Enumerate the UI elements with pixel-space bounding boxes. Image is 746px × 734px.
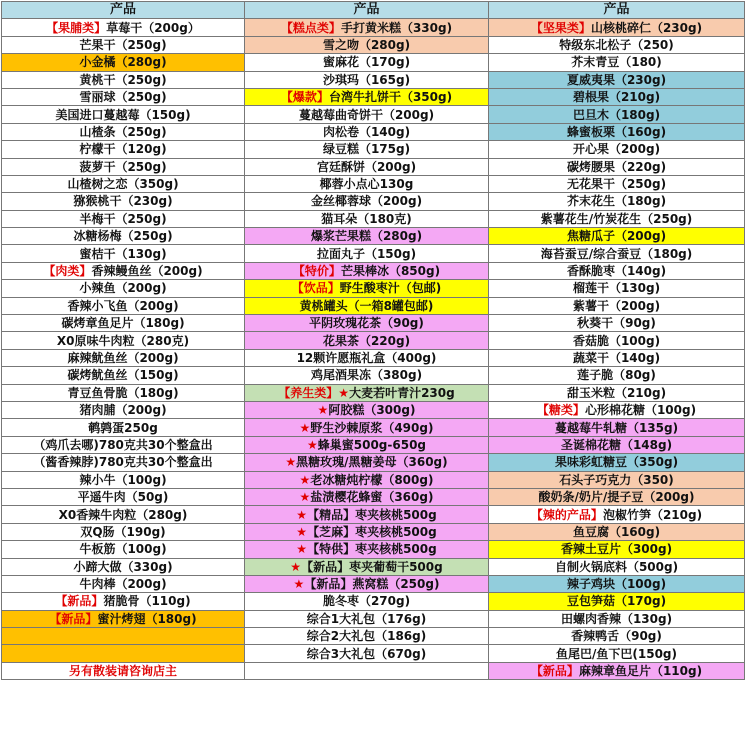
product-cell [245, 332, 489, 349]
product-name: 香辣小飞鱼（200g) [67, 298, 179, 313]
category-tag: ★ [296, 524, 308, 539]
product-name: 碳烤鱿鱼丝（150g) [67, 368, 179, 383]
footer-note: 另有散装请咨询店主 [68, 664, 177, 679]
product-name: 猪肉脯（200g) [79, 403, 167, 418]
product-name: 山楂树之恋（350g) [67, 177, 179, 192]
product-cell [2, 541, 245, 558]
product-name: 宫廷酥饼（200g) [316, 159, 417, 174]
product-name: 心形棉花糖（100g) [584, 403, 697, 418]
product-cell [245, 158, 489, 175]
product-name: 平遥牛肉（50g) [77, 490, 169, 505]
product-name: 芒果棒冰（850g) [340, 264, 441, 279]
product-name: 莲子脆（80g) [577, 368, 656, 383]
product-name: 香辣土豆片（300g) [560, 542, 673, 557]
product-name: 【新品】燕窝糕（250g) [304, 577, 440, 592]
table-row [2, 419, 745, 436]
product-name: 碳烤章鱼足片（180g) [61, 316, 185, 331]
category-tag: ★ [299, 420, 311, 435]
product-name: 无花果干（250g) [566, 177, 667, 192]
product-cell [2, 245, 245, 262]
product-cell [489, 315, 745, 332]
product-name: 田螺肉香辣（130g) [560, 611, 673, 626]
product-name: 海苔蚕豆/综合蚕豆（180g) [540, 246, 693, 261]
table-row [2, 332, 745, 349]
product-cell [489, 401, 745, 418]
product-cell [245, 488, 489, 505]
product-name: 雪丽球（250g) [79, 90, 167, 105]
product-cell [489, 541, 745, 558]
product-name: 秋葵干（90g) [577, 316, 656, 331]
table-row [2, 401, 745, 418]
table-row [2, 36, 745, 53]
product-cell [245, 541, 489, 558]
product-cell [489, 245, 745, 262]
product-cell [489, 280, 745, 297]
table-row [2, 506, 745, 523]
table-row [2, 367, 745, 384]
product-name: 麻辣鱿鱼丝（200g) [67, 351, 179, 365]
table-row [2, 210, 745, 227]
product-name: 柠檬干（120g) [79, 142, 167, 157]
product-cell [245, 106, 489, 123]
product-cell [245, 384, 489, 401]
table-row [2, 245, 745, 262]
table-row [2, 628, 745, 645]
product-cell [489, 419, 745, 436]
product-cell [2, 523, 245, 540]
table-row [2, 280, 745, 297]
product-cell [2, 210, 245, 227]
product-cell [2, 662, 245, 679]
product-cell [245, 54, 489, 71]
product-name: 【芝麻】枣夹核桃500g [307, 524, 437, 539]
product-name: 小蹄大做（330g) [73, 559, 173, 574]
product-cell [489, 88, 745, 105]
product-name: 平阴玫瑰花茶（90g) [309, 316, 424, 331]
product-name: 碧根果（210g) [572, 90, 661, 105]
table-row [2, 662, 745, 679]
product-cell [2, 88, 245, 105]
product-cell [489, 506, 745, 523]
table-row [2, 610, 745, 627]
table-row [2, 123, 745, 140]
product-name: 石头子巧克力（350) [559, 472, 674, 487]
product-name: 圣诞棉花糖（148g) [560, 437, 673, 452]
product-name: 辣子鸡块（100g) [566, 577, 667, 592]
product-name: 脆冬枣（270g) [322, 594, 411, 609]
product-name: 开心果（200g) [572, 142, 661, 157]
product-cell [245, 523, 489, 540]
product-cell [245, 471, 489, 488]
product-cell [245, 419, 489, 436]
product-name: 芥末花生（180g) [566, 194, 667, 209]
header-cell-1: 产品 [2, 2, 245, 19]
product-name: 鱼尾巴/鱼下巴(150g) [556, 646, 677, 661]
product-cell [2, 575, 245, 592]
table-row [2, 158, 745, 175]
table-row [2, 19, 745, 36]
product-cell [489, 54, 745, 71]
product-cell [489, 471, 745, 488]
product-name: 半梅干（250g) [79, 211, 167, 226]
product-cell [2, 419, 245, 436]
product-cell [2, 645, 245, 662]
table-row [2, 384, 745, 401]
product-name: 山楂条（250g) [79, 124, 167, 139]
product-cell [2, 628, 245, 645]
table-row [2, 297, 745, 314]
product-name: 双Q肠（190g) [80, 524, 166, 539]
product-name: 椰蓉小点心130g [319, 177, 414, 192]
product-name: 台湾牛扎饼干（350g) [328, 90, 453, 105]
product-cell [2, 175, 245, 192]
table-row [2, 106, 745, 123]
product-name: 小辣鱼（200g) [79, 281, 167, 296]
product-cell [245, 297, 489, 314]
product-cell [2, 123, 245, 140]
product-name: 麻辣章鱼足片（110g) [578, 664, 703, 679]
product-cell [2, 315, 245, 332]
product-name: 野生酸枣汁（包邮) [339, 281, 442, 296]
product-cell [245, 662, 489, 679]
product-cell [489, 454, 745, 471]
product-name: 山核桃碎仁（230g) [590, 20, 703, 35]
product-cell [245, 228, 489, 245]
product-cell [489, 158, 745, 175]
header-cell-3: 产品 [489, 2, 745, 19]
product-cell [489, 228, 745, 245]
product-name: 肉松卷（140g) [322, 124, 411, 139]
product-cell [2, 297, 245, 314]
product-cell [489, 123, 745, 140]
product-cell [2, 106, 245, 123]
product-name: 香酥脆枣（140g) [566, 264, 667, 279]
product-name: 花果茶（220g) [322, 333, 411, 348]
product-cell [245, 19, 489, 36]
product-name: 手打黄米糕（330g) [340, 20, 453, 35]
product-cell [245, 558, 489, 575]
table-row [2, 488, 745, 505]
product-name: 甜玉米粒（210g) [566, 385, 667, 400]
product-name: 拉面丸子（150g) [316, 246, 417, 261]
product-cell [489, 575, 745, 592]
product-cell [245, 175, 489, 192]
product-cell [245, 628, 489, 645]
product-name: 雪之吻（280g) [322, 37, 411, 52]
product-cell [489, 593, 745, 610]
product-cell [489, 332, 745, 349]
product-name: 蜂蜜板栗（160g) [566, 124, 667, 139]
product-cell [245, 210, 489, 227]
product-name: 蜂巢蜜500g-650g [317, 437, 427, 452]
product-cell [245, 245, 489, 262]
product-name: 芥末青豆（180) [571, 55, 662, 70]
product-name: 蜜麻花（170g) [322, 55, 411, 70]
product-name: 金丝椰蓉球（200g) [310, 194, 423, 209]
product-cell [245, 401, 489, 418]
product-name: 冰糖杨梅（250g) [73, 229, 173, 244]
product-cell [245, 454, 489, 471]
product-cell [489, 297, 745, 314]
product-name: 紫薯干（200g) [572, 298, 661, 313]
category-tag: 【糖类】 [536, 403, 585, 418]
table-body [2, 19, 745, 680]
product-cell [489, 262, 745, 279]
product-cell [489, 488, 745, 505]
product-name: 老冰糖炖柠檬（800g) [310, 472, 434, 487]
product-name: 猫耳朵（180克) [321, 211, 412, 226]
product-cell [245, 262, 489, 279]
product-name: 【特供】枣夹核桃500g [307, 542, 437, 557]
product-name: 酸奶条/奶片/提子豆（200g) [538, 490, 695, 505]
product-name: 焦糖瓜子（200g) [566, 229, 667, 244]
product-name: 综合3大礼包（670g) [306, 646, 427, 661]
product-cell [245, 123, 489, 140]
table-row [2, 228, 745, 245]
product-name: 芒果干（250g) [79, 37, 167, 52]
product-cell [489, 610, 745, 627]
product-name: 夏威夷果（230g) [566, 72, 667, 87]
product-cell [2, 436, 245, 453]
category-tag: ★ [299, 472, 311, 487]
product-name: 辣小牛（100g) [79, 472, 167, 487]
product-cell [489, 141, 745, 158]
category-tag: ★ [285, 455, 297, 470]
product-name: 猪脆骨（110g) [103, 594, 191, 609]
product-name: 草莓干（200g） [106, 20, 200, 35]
product-cell [489, 175, 745, 192]
product-cell [245, 506, 489, 523]
product-cell [2, 454, 245, 471]
product-cell [2, 610, 245, 627]
product-name: 香辣鸭舌（90g) [571, 629, 662, 644]
product-name: 黄桃干（250g) [79, 72, 167, 87]
product-cell [2, 401, 245, 418]
table-row [2, 175, 745, 192]
product-name: 阿胶糕（300g) [328, 403, 416, 418]
category-tag: 【肉类】 [43, 264, 92, 279]
product-cell [2, 280, 245, 297]
category-tag: 【特价】 [292, 264, 341, 279]
product-name: 黄桃罐头（一箱8罐包邮) [299, 298, 434, 313]
product-table [1, 1, 745, 680]
product-name: 巴旦木（180g) [572, 107, 661, 122]
product-cell [489, 106, 745, 123]
table-row [2, 193, 745, 210]
product-cell [2, 384, 245, 401]
product-name: 蔓越莓曲奇饼干（200g) [298, 107, 435, 122]
product-name: 沙琪玛（165g) [322, 72, 411, 87]
product-cell [245, 436, 489, 453]
product-cell [245, 610, 489, 627]
product-cell [489, 558, 745, 575]
product-name: 牛肉棒（200g) [79, 577, 167, 592]
header-cell-2: 产品 [245, 2, 489, 19]
product-name: 自制火锅底料（500g) [554, 559, 679, 574]
category-tag: 【新品】 [530, 664, 579, 679]
product-cell [2, 193, 245, 210]
product-cell [2, 19, 245, 36]
table-row [2, 454, 745, 471]
table-row [2, 262, 745, 279]
product-cell [489, 210, 745, 227]
product-cell [489, 19, 745, 36]
product-name: 【新品】枣夹葡萄干500g [301, 559, 443, 574]
table-row [2, 315, 745, 332]
category-tag: 【饮品】 [291, 281, 340, 296]
product-name: 综合2大礼包（186g) [306, 629, 427, 644]
product-name: 12颗许愿瓶礼盒（400g) [296, 351, 437, 365]
product-cell [489, 36, 745, 53]
product-name: X0香辣牛肉粒（280g) [58, 507, 188, 522]
product-name: 美国进口蔓越莓（150g) [55, 107, 191, 122]
product-name: 蔬菜干（140g) [572, 351, 661, 365]
product-cell [489, 628, 745, 645]
table-row [2, 541, 745, 558]
product-name: 综合1大礼包（176g) [306, 611, 427, 626]
product-cell [245, 593, 489, 610]
product-name: 牛板筋（100g) [79, 542, 167, 557]
category-tag: ★ [296, 507, 308, 522]
product-cell [245, 315, 489, 332]
table-row [2, 523, 745, 540]
table-row [2, 436, 745, 453]
product-name: 泡椒竹笋（210g) [602, 507, 703, 522]
product-name: 特级东北松子（250) [559, 37, 674, 52]
product-name: 野生沙棘原浆（490g) [310, 420, 434, 435]
table-row [2, 71, 745, 88]
product-cell [2, 71, 245, 88]
product-name: 猕猴桃干（230g) [73, 194, 173, 209]
product-cell [245, 36, 489, 53]
table-row [2, 558, 745, 575]
product-name: 菠萝干（250g) [79, 159, 167, 174]
product-name: 鹌鹑蛋250g [88, 420, 158, 435]
product-name: 爆浆芒果糕（280g) [310, 229, 423, 244]
category-tag: 【新品】 [49, 611, 98, 626]
product-cell [245, 349, 489, 366]
product-name: 豆包笋菇（170g) [566, 594, 667, 609]
product-name: 小金橘（280g) [79, 55, 167, 70]
category-tag: 【坚果类】 [530, 20, 591, 35]
product-name: 蜜汁烤翅（180g) [97, 611, 197, 626]
product-cell [2, 593, 245, 610]
product-name: 蔓越莓牛轧糖（135g) [554, 420, 679, 435]
product-name: 绿豆糕（175g) [322, 142, 411, 157]
product-cell [2, 367, 245, 384]
table-row [2, 575, 745, 592]
product-cell [245, 71, 489, 88]
product-name: 碳烤腰果（220g) [566, 159, 667, 174]
category-tag: ★ [317, 403, 329, 418]
category-tag: ★ [299, 490, 311, 505]
product-cell [489, 384, 745, 401]
product-cell [489, 349, 745, 366]
product-cell [489, 367, 745, 384]
product-name: X0原味牛肉粒（280克) [56, 333, 190, 348]
category-tag: ★ [290, 559, 302, 574]
product-name: 【精品】枣夹核桃500g [307, 507, 437, 522]
product-name: 大麦若叶青汁230g [349, 385, 455, 400]
table-row [2, 349, 745, 366]
product-name: 青豆鱼骨脆（180g) [67, 385, 179, 400]
product-cell [2, 558, 245, 575]
product-name: 香辣鳗鱼丝（200g) [91, 264, 203, 279]
product-name: 香菇脆（100g) [572, 333, 661, 348]
product-name: 果味彩虹糖豆（350g) [554, 455, 679, 470]
product-cell [245, 367, 489, 384]
product-cell [245, 645, 489, 662]
category-tag: 【爆款】 [280, 90, 329, 105]
product-cell [2, 141, 245, 158]
product-name: 盐渍樱花蜂蜜（360g) [310, 490, 434, 505]
product-cell [2, 54, 245, 71]
header-row [2, 2, 745, 19]
product-cell [2, 506, 245, 523]
product-cell [489, 71, 745, 88]
product-name: （酱香辣脖)780克共30个整盒出 [33, 455, 213, 470]
product-cell [2, 36, 245, 53]
product-cell [245, 193, 489, 210]
product-cell [2, 262, 245, 279]
table-row [2, 54, 745, 71]
product-name: 蜜桔干（130g) [79, 246, 167, 261]
category-tag: 【养生类】★ [278, 385, 350, 400]
table-row [2, 88, 745, 105]
product-cell [489, 662, 745, 679]
product-cell [245, 141, 489, 158]
product-name: 鸡尾酒果冻（380g) [310, 368, 423, 383]
category-tag: 【糕点类】 [280, 20, 341, 35]
product-cell [489, 523, 745, 540]
product-cell [245, 280, 489, 297]
product-name: 紫薯花生/竹炭花生（250g) [540, 211, 693, 226]
product-name: 黑糖玫瑰/黑糖姜母（360g) [296, 455, 448, 470]
product-cell [489, 436, 745, 453]
product-cell [245, 88, 489, 105]
product-name: 鱼豆腐（160g) [572, 524, 661, 539]
product-cell [245, 575, 489, 592]
table-row [2, 645, 745, 662]
table-row [2, 593, 745, 610]
product-name: （鸡爪去哪)780克共30个整盒出 [33, 437, 213, 452]
category-tag: 【辣的产品】 [530, 507, 603, 522]
product-cell [489, 193, 745, 210]
table-row [2, 471, 745, 488]
category-tag: ★ [306, 437, 318, 452]
product-cell [2, 332, 245, 349]
product-cell [2, 158, 245, 175]
category-tag: 【新品】 [55, 594, 104, 609]
product-name: 榴莲干（130g) [572, 281, 661, 296]
table-row [2, 141, 745, 158]
product-cell [2, 471, 245, 488]
product-cell [2, 349, 245, 366]
category-tag: ★ [293, 577, 305, 592]
product-cell [489, 645, 745, 662]
category-tag: ★ [296, 542, 308, 557]
category-tag: 【果脯类】 [46, 20, 107, 35]
product-cell [2, 488, 245, 505]
product-cell [2, 228, 245, 245]
